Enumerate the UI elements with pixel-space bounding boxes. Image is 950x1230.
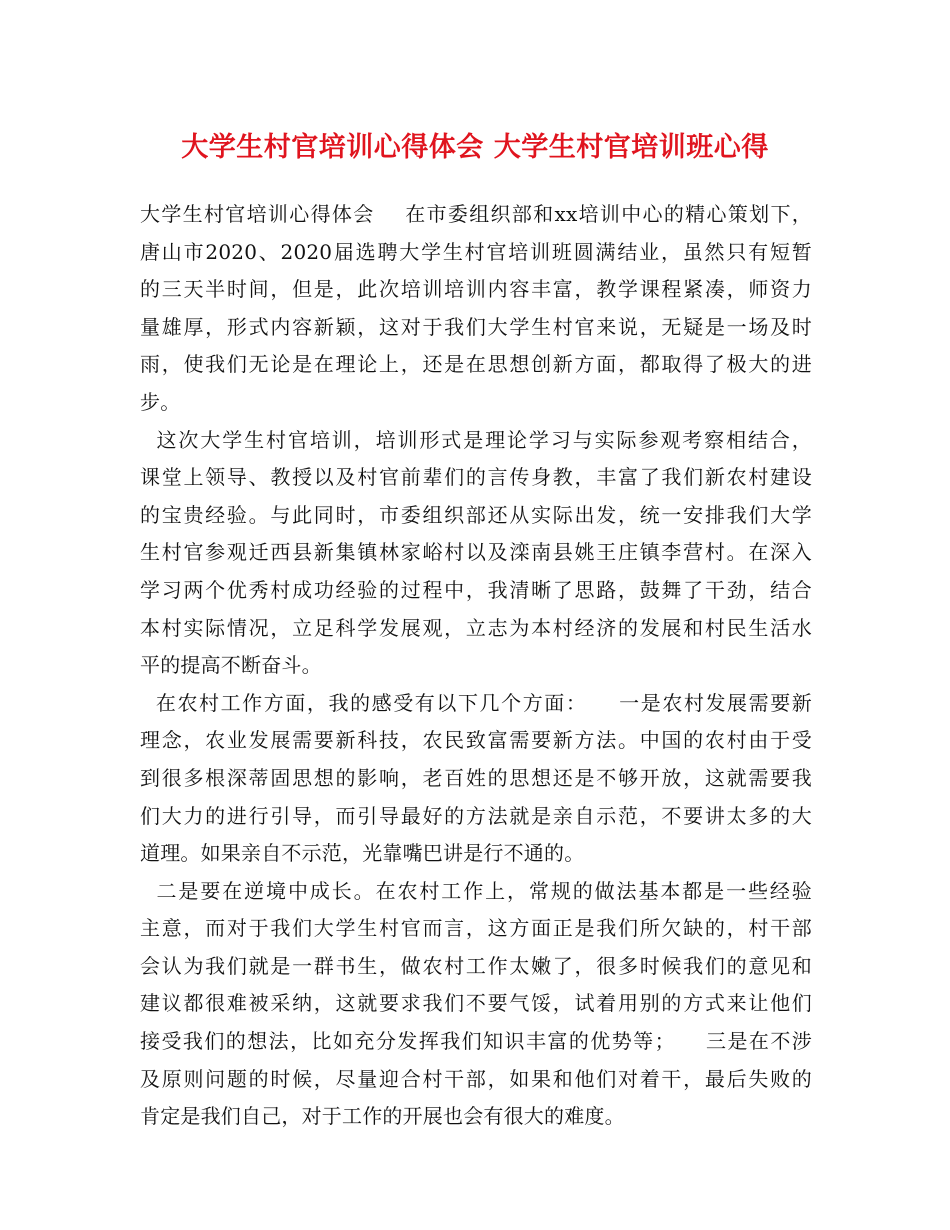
text-line: 接受我们的想法，比如充分发挥我们知识丰富的优势等； 三是在不涉 bbox=[140, 1029, 812, 1054]
text-line: 理念，农业发展需要新科技，农民致富需要新方法。中国的农村由于受 bbox=[140, 728, 812, 753]
text-line: 本村实际情况，立足科学发展观，立志为本村经济的发展和村民生活水 bbox=[140, 615, 812, 640]
text-line: 会认为我们就是一群书生，做农村工作太嫩了，很多时候我们的意见和 bbox=[140, 953, 812, 978]
text-line: 道理。如果亲自不示范，光靠嘴巴讲是行不通的。 bbox=[140, 841, 585, 866]
text-line: 平的提高不断奋斗。 bbox=[140, 653, 322, 678]
document-title: 大学生村官培训心得体会 大学生村官培训班心得 bbox=[181, 132, 769, 163]
text-line: 建议都很难被采纳，这就要求我们不要气馁，试着用别的方式来让他们 bbox=[140, 991, 812, 1016]
text-line: 这次大学生村官培训，培训形式是理论学习与实际参观考察相结合， bbox=[140, 427, 812, 452]
text-line: 及原则问题的时候，尽量迎合村干部，如果和他们对着干，最后失败的 bbox=[140, 1066, 812, 1091]
document-body bbox=[140, 196, 812, 1136]
text-line: 大学生村官培训心得体会 在市委组织部和xx培训中心的精心策划下， bbox=[140, 202, 812, 226]
text-line: 学习两个优秀村成功经验的过程中，我清晰了思路，鼓舞了干劲，结合 bbox=[140, 577, 812, 602]
text-line: 唐山市2020、2020届选聘大学生村官培训班圆满结业，虽然只有短暂 bbox=[140, 239, 812, 264]
text-line: 的三天半时间，但是，此次培训培训内容丰富，教学课程紧凑，师资力 bbox=[140, 277, 812, 302]
text-line: 的宝贵经验。与此同时，市委组织部还从实际出发，统一安排我们大学 bbox=[140, 502, 812, 527]
text-line: 雨，使我们无论是在理论上，还是在思想创新方面，都取得了极大的进 bbox=[140, 352, 812, 377]
text-line: 肯定是我们自己，对于工作的开展也会有很大的难度。 bbox=[140, 1104, 625, 1129]
text-line: 量雄厚，形式内容新颖，这对于我们大学生村官来说，无疑是一场及时 bbox=[140, 314, 812, 339]
text-line: 主意，而对于我们大学生村官而言，这方面正是我们所欠缺的，村干部 bbox=[140, 916, 812, 941]
text-line: 课堂上领导、教授以及村官前辈们的言传身教，丰富了我们新农村建设 bbox=[140, 465, 812, 490]
text-line: 到很多根深蒂固思想的影响，老百姓的思想还是不够开放，这就需要我 bbox=[140, 765, 812, 790]
text-line: 二是要在逆境中成长。在农村工作上，常规的做法基本都是一些经验 bbox=[140, 878, 812, 903]
text-line: 们大力的进行引导，而引导最好的方法就是亲自示范，不要讲太多的大 bbox=[140, 803, 812, 828]
text-line: 步。 bbox=[140, 389, 181, 414]
text-line: 生村官参观迁西县新集镇林家峪村以及滦南县姚王庄镇李营村。在深入 bbox=[140, 540, 812, 565]
text-line: 在农村工作方面，我的感受有以下几个方面： 一是农村发展需要新 bbox=[140, 690, 812, 715]
